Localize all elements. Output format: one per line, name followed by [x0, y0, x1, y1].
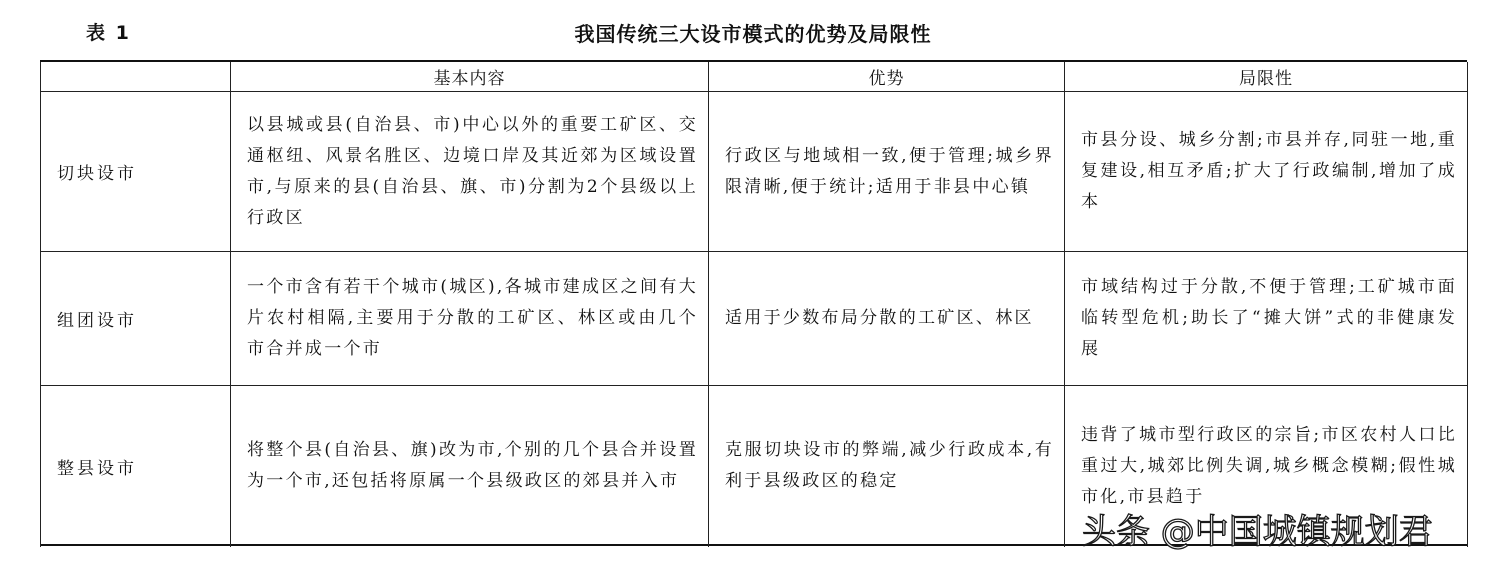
table-title: 我国传统三大设市模式的优势及局限性: [574, 22, 932, 46]
row-limitation: 市县分设、城乡分割;市县并存,同驻一地,重复建设,相互矛盾;扩大了行政编制,增加了成本: [1065, 92, 1468, 252]
row-mode: 切块设市: [41, 92, 231, 252]
comparison-table: [40, 62, 1468, 547]
comparison-table-frame: [40, 60, 1467, 546]
source-watermark: 头条 @中国城镇规划君: [1082, 512, 1433, 552]
table-number: 表 1: [86, 22, 131, 44]
row-mode: 组团设市: [41, 252, 231, 386]
header-advantage: 优势: [709, 62, 1065, 92]
table-row: [41, 92, 1468, 252]
row-content: 以县城或县(自治县、市)中心以外的重要工矿区、交通枢纽、风景名胜区、边境口岸及其近郊为区域设置市,与原来的县(自治县、旗、市)分割为2个县级以上行政区: [231, 92, 709, 252]
header-limitation: 局限性: [1065, 62, 1468, 92]
row-mode: 整县设市: [41, 386, 231, 547]
table-row: [41, 252, 1468, 386]
row-advantage: 适用于少数布局分散的工矿区、林区: [709, 252, 1065, 386]
row-limitation: 市域结构过于分散,不便于管理;工矿城市面临转型危机;助长了“摊大饼”式的非健康发展: [1065, 252, 1468, 386]
table-header-row: [41, 62, 1468, 92]
row-content: 将整个县(自治县、旗)改为市,个别的几个县合并设置为一个市,还包括将原属一个县级政区的郊县并入市: [231, 386, 709, 547]
header-empty: [41, 62, 231, 92]
row-advantage: 行政区与地域相一致,便于管理;城乡界限清晰,便于统计;适用于非县中心镇: [709, 92, 1065, 252]
header-basic-content: 基本内容: [231, 62, 709, 92]
row-content: 一个市含有若干个城市(城区),各城市建成区之间有大片农村相隔,主要用于分散的工矿区、林区或由几个市合并成一个市: [231, 252, 709, 386]
row-advantage: 克服切块设市的弊端,减少行政成本,有利于县级政区的稳定: [709, 386, 1065, 547]
row-limitation: 违背了城市型行政区的宗旨;市区农村人口比重过大,城郊比例失调,城乡概念模糊;假性城市化,市县趋于: [1065, 386, 1468, 547]
